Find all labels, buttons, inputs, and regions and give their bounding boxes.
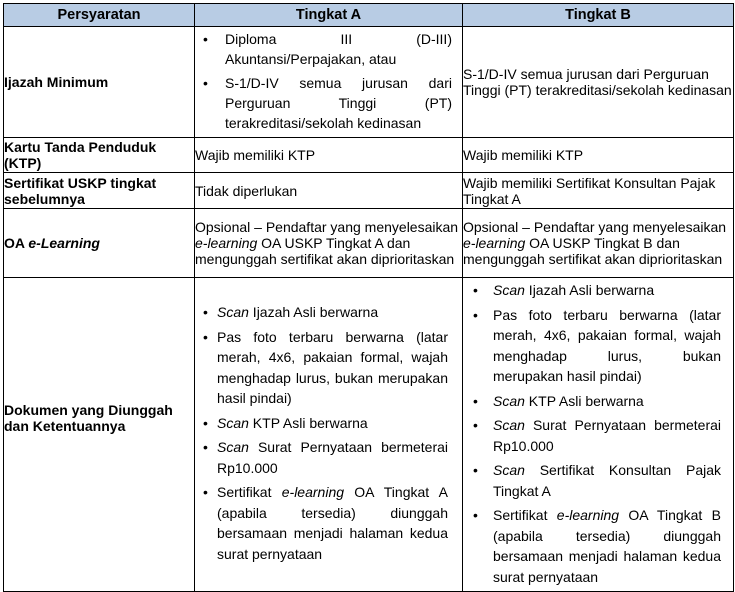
row-dokumen	[4, 278, 734, 592]
cell-tingkat-b: Wajib memiliki KTP	[463, 138, 734, 173]
cell-tingkat-a: Opsional – Pendaftar yang menyelesaikan e-learning OA USKP Tingkat A dan mengunggah sertifikat akan diprioritaskan	[195, 209, 463, 278]
bullet-icon: •	[203, 328, 208, 345]
bullet-icon: •	[473, 306, 478, 323]
header-tingkat-a: Tingkat A	[195, 4, 463, 27]
cell-tingkat-b: Wajib memiliki Sertifikat Konsultan Pajak Tingkat A	[463, 173, 734, 209]
cell-tingkat-b	[463, 278, 734, 592]
list-item: • Scan Ijazah Asli berwarna	[463, 280, 733, 301]
list-item: • Sertifikat e-learning OA Tingkat A (apabila tersedia) diunggah bersamaan menjadi halaman kedua surat pernyataan	[203, 484, 449, 562]
cell-tingkat-a: Wajib memiliki KTP	[195, 138, 463, 173]
bullet-icon: •	[203, 414, 208, 431]
list-item: • Scan Ijazah Asli berwarna	[195, 302, 462, 323]
header-tingkat-b: Tingkat B	[463, 4, 734, 27]
list-item: • Diploma III (D-III) Akuntansi/Perpajakan, atau	[203, 31, 452, 67]
cell-tingkat-b: Opsional – Pendaftar yang menyelesaikan e-learning OA USKP Tingkat B dan mengunggah sertifikat akan diprioritaskan	[463, 209, 734, 278]
header-persyaratan: Persyaratan	[4, 4, 195, 27]
row-label: Kartu Tanda Penduduk (KTP)	[4, 138, 195, 173]
bullet-icon: •	[473, 282, 478, 298]
bullet-icon: •	[203, 31, 208, 47]
row-ijazah	[4, 27, 734, 138]
row-label: OA e-Learning	[4, 209, 195, 278]
bullet-icon: •	[473, 507, 478, 523]
bullet-icon: •	[203, 304, 208, 320]
list-item: • Scan KTP Asli berwarna	[463, 391, 733, 412]
cell-tingkat-a	[195, 278, 463, 592]
bullet-icon: •	[203, 75, 208, 91]
bullet-icon: •	[473, 417, 478, 433]
row-label: Sertifikat USKP tingkat sebelumnya	[4, 173, 195, 209]
list-item: • Pas foto terbaru berwarna (latar merah, 4x6, pakaian formal, wajah menghadap lurus, bukan merupakan hasil pindai)	[203, 328, 448, 406]
header-row	[4, 4, 734, 27]
bullet-icon: •	[473, 392, 478, 409]
list-item: • S-1/D-IV semua jurusan dari Perguruan Tinggi (PT) terakreditasi/sekolah kedinasan	[203, 75, 452, 131]
row-label: Ijazah Minimum	[4, 27, 195, 138]
row-ktp	[4, 138, 734, 173]
cell-tingkat-b: S-1/D-IV semua jurusan dari Perguruan Tinggi (PT) terakreditasi/sekolah kedinasan	[463, 27, 734, 138]
list-item: • Scan KTP Asli berwarna	[195, 413, 462, 434]
row-sertifikat-uskp	[4, 173, 734, 209]
list-item: • Pas foto terbaru berwarna (latar merah, 4x6, pakaian formal, wajah menghadap lurus, bukan merupakan hasil pindai)	[473, 306, 721, 384]
list-item: • Scan Surat Pernyataan bermeterai Rp10.000	[203, 439, 448, 476]
requirements-table	[3, 3, 734, 592]
bullet-icon: •	[203, 484, 208, 500]
bullet-icon: •	[473, 462, 478, 478]
row-oa-elearning	[4, 209, 734, 278]
cell-tingkat-a	[195, 27, 463, 138]
cell-tingkat-a: Tidak diperlukan	[195, 173, 463, 209]
list-item: • Sertifikat e-learning OA Tingkat B (apabila tersedia) diunggah bersamaan menjadi halaman kedua surat pernyataan	[473, 507, 721, 585]
bullet-icon: •	[203, 439, 208, 455]
row-label: Dokumen yang Diunggah dan Ketentuannya	[4, 278, 195, 592]
list-item: • Scan Sertifikat Konsultan Pajak Tingkat A	[473, 462, 721, 499]
list-item: • Scan Surat Pernyataan bermeterai Rp10.000	[473, 417, 721, 454]
